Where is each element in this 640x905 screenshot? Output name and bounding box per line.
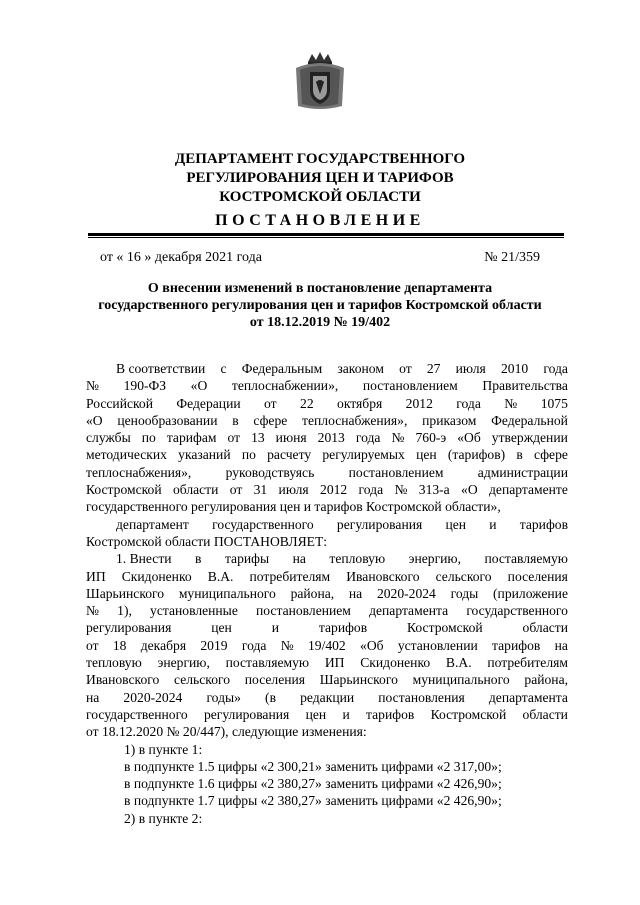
word: в	[232, 412, 239, 428]
text-line	[86, 637, 568, 654]
word: области	[522, 620, 568, 636]
word: года	[241, 637, 267, 653]
word: В.А.	[445, 655, 472, 671]
change-item: 1) в пункте 1:	[124, 741, 203, 757]
word: приказом	[422, 412, 477, 428]
word: на	[86, 689, 100, 705]
text-line	[86, 689, 568, 706]
change-item: 2) в пункте 2:	[124, 810, 203, 826]
word: «О	[86, 412, 103, 428]
word: 13	[251, 430, 265, 446]
dept-line: ДЕПАРТАМЕНТ ГОСУДАРСТВЕННОГО	[174, 151, 466, 167]
word: энергию,	[157, 655, 210, 671]
word: потребителям	[249, 568, 331, 584]
word: Костромской	[430, 706, 507, 722]
text-line	[86, 533, 568, 550]
word: (приложение	[493, 585, 568, 601]
dept-line: РЕГУЛИРОВАНИЯ ЦЕН И ТАРИФОВ	[186, 170, 454, 186]
word: расчету	[267, 447, 312, 463]
word: Федеральной	[491, 412, 568, 428]
word: «О	[190, 378, 208, 394]
word: ценообразовании	[117, 412, 218, 428]
text-line	[86, 568, 568, 585]
text-line	[86, 464, 568, 481]
word: редакции	[300, 689, 355, 705]
word: тепловую	[86, 655, 142, 671]
word: Федеральным	[241, 361, 323, 376]
word: декабря	[140, 637, 187, 653]
document-title	[80, 280, 560, 331]
word: Ивановского	[86, 672, 160, 688]
text-line	[86, 498, 568, 515]
text-line	[86, 671, 568, 688]
word: от	[227, 430, 241, 446]
word: тарифов	[492, 637, 541, 653]
word: энергию,	[408, 551, 461, 567]
title-line: от 18.12.2019 № 19/402	[249, 315, 391, 330]
word: тарифов	[318, 620, 368, 636]
word: тарифов	[519, 516, 568, 532]
word: цен	[305, 706, 327, 722]
word: регулирования	[86, 620, 172, 636]
word: области	[172, 482, 219, 498]
word: в	[195, 551, 202, 567]
word: цен	[416, 447, 437, 463]
word: регулируемых	[322, 447, 405, 463]
word: Костромской	[407, 620, 483, 636]
word: июля	[278, 482, 309, 498]
word: Шарьинского	[86, 585, 165, 601]
word: года	[355, 430, 381, 446]
word: от	[399, 361, 412, 376]
word: сельского	[174, 672, 231, 688]
word: года	[456, 395, 481, 411]
text-line	[86, 602, 568, 619]
word: тарифам	[166, 430, 217, 446]
word: 1. Внести	[116, 551, 172, 567]
word: В соответствии	[116, 361, 206, 376]
word: 2010	[500, 361, 529, 376]
word: №	[86, 378, 99, 394]
word: №	[391, 430, 405, 446]
word: по	[141, 430, 156, 446]
word: департамента	[488, 689, 568, 705]
text-line	[86, 429, 568, 446]
word: сельского	[435, 568, 492, 584]
word: Скидоненко	[360, 655, 431, 671]
word: 2012	[405, 395, 433, 411]
word: департамента	[369, 603, 449, 619]
word: методических	[86, 447, 167, 463]
text-line	[86, 377, 568, 394]
word: руководствуясь	[225, 464, 315, 480]
word: постановления	[378, 689, 465, 705]
word: и	[342, 706, 350, 722]
header-divider-thin	[88, 237, 564, 238]
department-name	[0, 150, 640, 207]
text-line	[86, 723, 568, 740]
word: тарифы	[224, 551, 270, 567]
word: от	[264, 395, 277, 411]
paragraph-resolves	[86, 516, 568, 551]
word: (в	[265, 689, 276, 705]
text-line	[86, 585, 568, 602]
word: Российской	[86, 395, 153, 411]
word: ИП	[86, 568, 106, 584]
word: района,	[524, 672, 568, 688]
word: Скидоненко	[121, 568, 192, 584]
word: регулирования	[336, 516, 423, 532]
word: №	[504, 395, 518, 411]
changes-list	[86, 741, 568, 827]
word: и	[489, 516, 497, 532]
word: Федерации	[176, 395, 241, 411]
word: в	[516, 447, 523, 463]
word: службы	[86, 430, 131, 446]
text-line	[86, 550, 568, 567]
document-body	[86, 360, 568, 827]
word: 19/402	[307, 637, 346, 653]
word: поставляемую	[225, 655, 310, 671]
word: администрации	[477, 464, 568, 480]
word: поселения	[507, 568, 568, 584]
title-line: О внесении изменений в постановление департамента	[147, 281, 493, 296]
word: ИП	[324, 655, 345, 671]
word: 27	[426, 361, 441, 376]
text-line	[86, 360, 568, 377]
word: 22	[300, 395, 314, 411]
word: 2019	[200, 637, 228, 653]
word: №	[394, 482, 408, 498]
word: «О	[461, 482, 478, 498]
coat-of-arms-emblem	[292, 50, 348, 112]
word: на	[554, 637, 568, 653]
word: В.А.	[207, 568, 234, 584]
text-line	[86, 395, 568, 412]
word: государственного	[86, 706, 188, 722]
word: поставляемую	[484, 551, 568, 567]
word: утверждении	[491, 430, 568, 446]
paragraph-item-1	[86, 550, 568, 740]
word: законом	[337, 361, 384, 376]
header-divider	[88, 233, 564, 236]
document-date: от « 16 » декабря 2021 года	[100, 250, 262, 265]
word: №	[86, 603, 99, 619]
word: года	[358, 482, 384, 498]
word: тарифов	[366, 706, 415, 722]
word: цен	[445, 516, 467, 532]
word: годы»	[206, 689, 241, 705]
word: указаний	[178, 447, 231, 463]
text-line	[86, 654, 568, 671]
text-line	[86, 516, 568, 533]
word: государственного	[466, 603, 568, 619]
word: (тарифов)	[447, 447, 506, 463]
word: цен	[211, 620, 232, 636]
word: 1),	[117, 603, 132, 619]
word: года	[543, 361, 568, 376]
word: постановлением	[256, 603, 351, 619]
word: теплоснабжении»,	[231, 378, 339, 394]
word: 190-ФЗ	[123, 378, 167, 394]
word: 2012	[320, 482, 348, 498]
word: департаменте	[489, 482, 568, 498]
text-line	[86, 412, 568, 429]
word: 2013	[317, 430, 345, 446]
word: установлении	[397, 637, 478, 653]
word: сфере	[253, 412, 288, 428]
word: и	[271, 620, 279, 636]
word: июля	[455, 361, 486, 376]
word: октября	[337, 395, 383, 411]
word: июня	[275, 430, 307, 446]
text-line	[86, 446, 568, 463]
word: 2020-2024	[123, 689, 183, 705]
word: 2020-2024	[376, 585, 436, 601]
title-line: государственного регулирования цен и тарифов Костромской области	[98, 298, 542, 313]
word: от	[229, 482, 243, 498]
word: муниципального	[178, 585, 276, 601]
word: годы	[450, 585, 479, 601]
word: тепловую	[329, 551, 386, 567]
document-number: № 21/359	[484, 250, 540, 265]
word: государственного регулирования цен и тарифов Костромской области»,	[86, 499, 501, 515]
word: №	[280, 637, 294, 653]
word: Шарьинского	[319, 672, 398, 688]
word: теплоснабжения»,	[302, 412, 408, 428]
word: района,	[290, 585, 335, 601]
word: от	[86, 637, 99, 653]
word: 1075	[540, 395, 568, 411]
word: Костромской	[86, 482, 162, 498]
word: департамент	[116, 516, 189, 532]
word: Ивановского	[346, 568, 420, 584]
word: 31	[253, 482, 268, 498]
paragraph-preamble	[86, 360, 568, 516]
change-item: в подпункте 1.5 цифры «2 300,21» заменить цифрами «2 317,00»;	[124, 758, 502, 774]
word: на	[348, 585, 363, 601]
word: «Об	[360, 637, 384, 653]
word: постановлением	[348, 464, 444, 480]
word: постановлением	[362, 378, 458, 394]
word: 760-э	[415, 430, 447, 446]
text-line	[86, 706, 568, 723]
word: Костромской области ПОСТАНОВЛЯЕТ:	[86, 533, 328, 549]
word: теплоснабжения»,	[86, 464, 192, 480]
word: потребителям	[487, 655, 568, 671]
word: по	[241, 447, 256, 463]
change-item: в подпункте 1.7 цифры «2 380,27» заменить цифрами «2 426,90»;	[124, 793, 502, 809]
word: области	[522, 706, 568, 722]
word: от 18.12.2020 № 20/447), следующие изменения:	[86, 724, 367, 740]
word: с	[220, 361, 227, 376]
word: на	[292, 551, 306, 567]
word: 313-а	[418, 482, 450, 498]
word: поселения	[244, 672, 306, 688]
word: регулирования	[203, 706, 290, 722]
text-line	[86, 619, 568, 636]
word: государственного	[212, 516, 314, 532]
word: Правительства	[482, 378, 568, 394]
word: установленные	[150, 603, 238, 619]
document-type: ПОСТАНОВЛЕНИЕ	[215, 212, 425, 229]
change-item: в подпункте 1.6 цифры «2 380,27» заменить цифрами «2 426,90»;	[124, 776, 502, 792]
word: «Об	[457, 430, 481, 446]
word: 18	[112, 637, 127, 653]
word: сфере	[534, 447, 568, 463]
text-line	[86, 481, 568, 498]
dept-line: КОСТРОМСКОЙ ОБЛАСТИ	[219, 189, 421, 205]
word: муниципального	[412, 672, 510, 688]
